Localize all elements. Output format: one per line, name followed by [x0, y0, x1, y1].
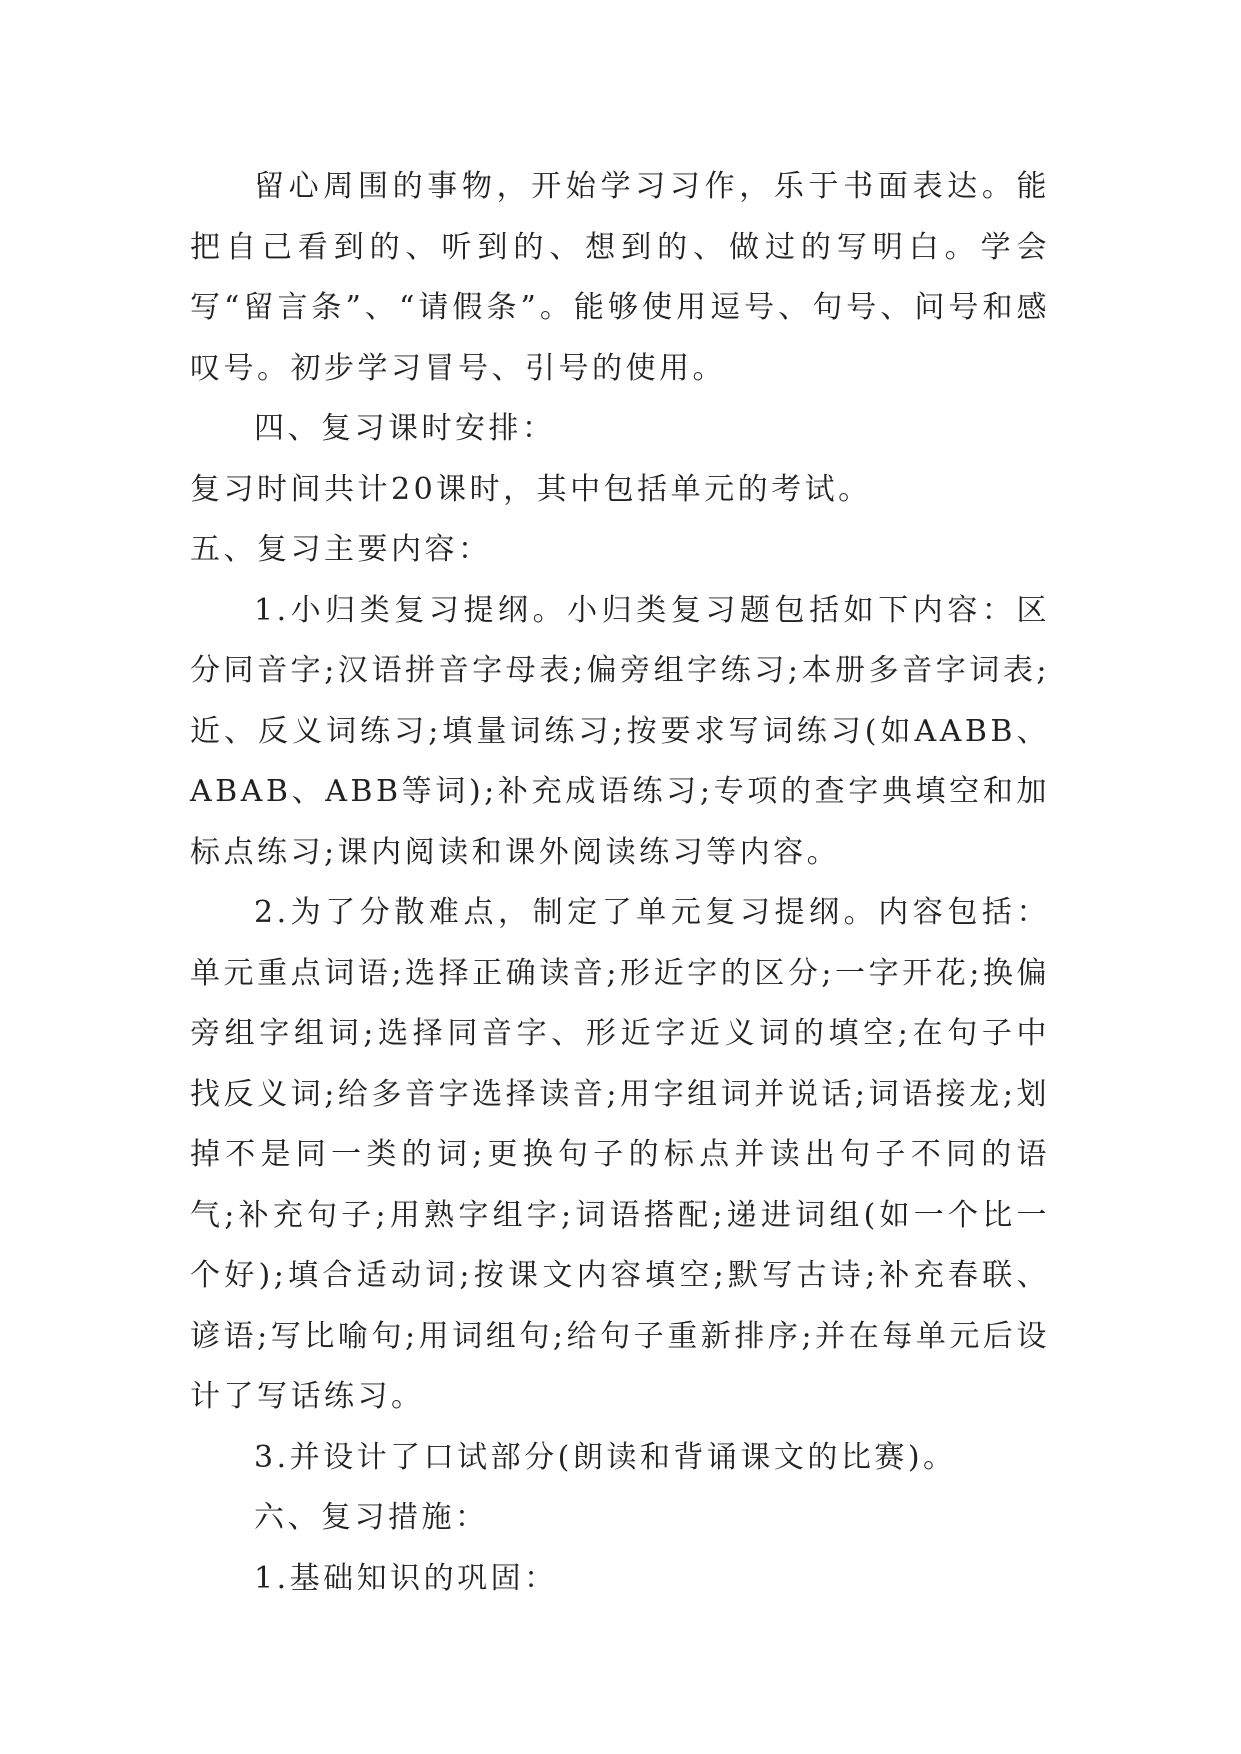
paragraph-item-2: 2.为了分散难点，制定了单元复习提纲。内容包括：单元重点词语;选择正确读音;形近字的区分;一字开花;换偏旁组字组词;选择同音字、形近字近义词的填空;在句子中找反义词;给多音字选择读音;用字组词并说话;词语接龙;划掉不是同一类的词;更换句子的标点并读出句子不同的语气;补充句子;用熟字组字;词语搭配;递进词组(如一个比一个好);填合适动词;按课文内容填空;默写古诗;补充春联、谚语;写比喻句;用词组句;给句子重新排序;并在每单元后设计了写话练习。 — [190, 895, 1050, 1414]
paragraph-writing-goals: 留心周围的事物，开始学习习作，乐于书面表达。能把自己看到的、听到的、想到的、做过的写明白。学会写“留言条”、“请假条”。能够使用逗号、句号、问号和感叹号。初步学习冒号、引号的使用。 — [190, 169, 1050, 386]
paragraph-measure-1: 1.基础知识的巩固： — [254, 1560, 558, 1596]
heading-main-content: 五、复习主要内容： — [190, 532, 492, 567]
heading-review-schedule: 四、复习课时安排： — [254, 411, 556, 446]
paragraph-review-hours: 复习时间共计20课时，其中包括单元的考试。 — [190, 471, 872, 507]
paragraph-item-1: 1.小归类复习提纲。小归类复习题包括如下内容：区分同音字;汉语拼音字母表;偏旁组字练习;本册多音字词表;近、反义词练习;填量词练习;按要求写词练习(如AABB、ABAB、ABB等词);补充成语练习;专项的查字典填空和加标点练习;课内阅读和课外阅读练习等内容。 — [190, 592, 1050, 870]
paragraph-item-3: 3.并设计了口试部分(朗读和背诵课文的比赛)。 — [254, 1439, 957, 1475]
document-body — [190, 157, 1050, 1609]
heading-review-measures: 六、复习措施： — [254, 1500, 489, 1535]
